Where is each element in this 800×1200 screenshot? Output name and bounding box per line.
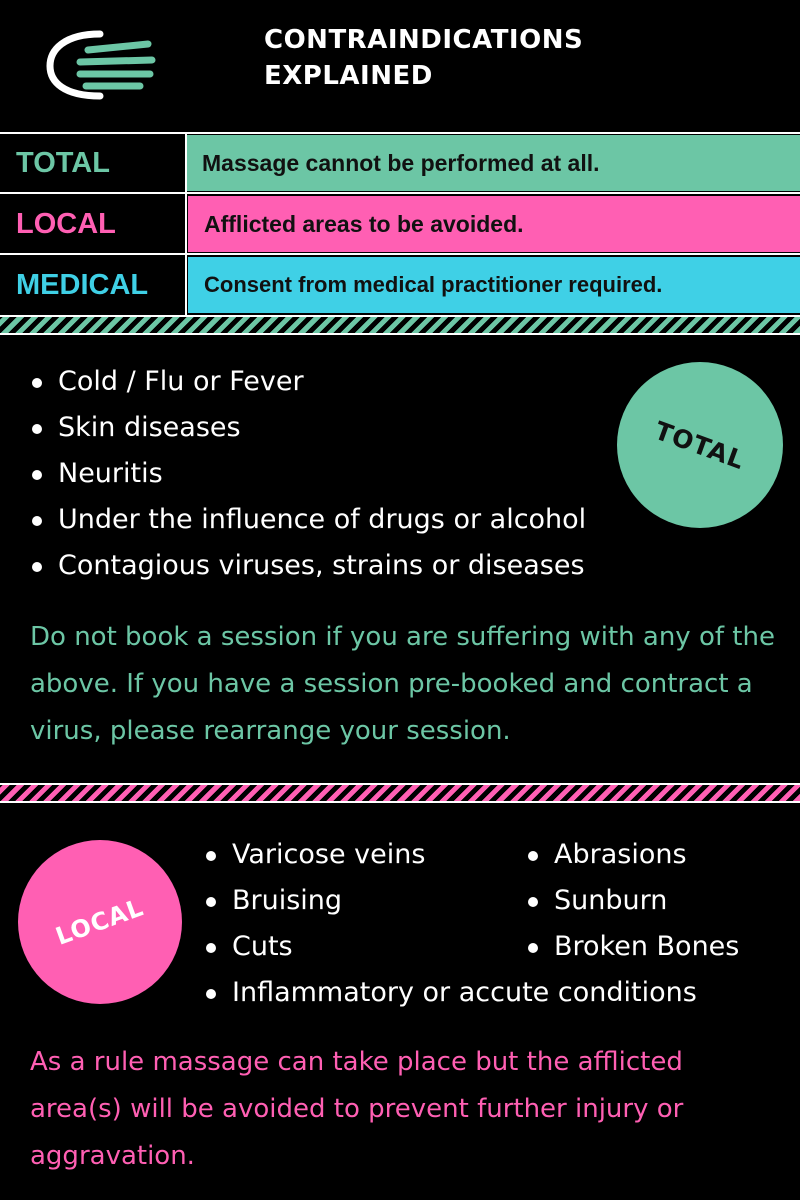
legend-term-total: TOTAL — [16, 147, 110, 179]
list-item: Inflammatory or accute conditions — [204, 970, 697, 1016]
legend-desc-local: Afflicted areas to be avoided. — [188, 196, 800, 252]
total-badge-label: TOTAL — [651, 415, 749, 475]
list-item: Cold / Flu or Fever — [30, 359, 586, 405]
list-item: Contagious viruses, strains or diseases — [30, 543, 586, 589]
title-line-2: EXPLAINED — [264, 61, 433, 91]
local-note: As a rule massage can take place but the afflicted area(s) will be avoided to prevent further injury or aggravation. — [30, 1047, 684, 1171]
list-item: Abrasions — [526, 832, 739, 878]
list-item: Bruising — [204, 878, 697, 924]
local-badge-label: LOCAL — [52, 893, 148, 951]
list-item: Broken Bones — [526, 924, 739, 970]
legend-vertical-divider — [185, 132, 187, 315]
legend-row-total — [0, 135, 800, 191]
list-item: Varicose veins — [204, 832, 697, 878]
legend-row-local — [0, 196, 800, 252]
divider — [0, 132, 800, 134]
legend-term-local: LOCAL — [16, 208, 116, 240]
list-item: Sunburn — [526, 878, 739, 924]
header — [0, 0, 800, 130]
legend-desc-total: Massage cannot be performed at all. — [186, 135, 800, 191]
local-list-col2 — [526, 832, 739, 970]
local-badge — [18, 840, 182, 1004]
stripe-divider-total — [0, 315, 800, 335]
legend-term-medical: MEDICAL — [16, 269, 149, 301]
total-badge — [617, 362, 783, 528]
stripe-divider-local — [0, 783, 800, 803]
total-note: Do not book a session if you are suffering with any of the above. If you have a session pre-booked and contract a virus, please rearrange your session. — [30, 622, 775, 746]
divider — [0, 253, 800, 255]
total-list — [30, 359, 586, 589]
list-item: Neuritis — [30, 451, 586, 497]
list-item: Cuts — [204, 924, 697, 970]
page-title — [264, 22, 583, 94]
list-item: Skin diseases — [30, 405, 586, 451]
divider — [0, 192, 800, 194]
legend-row-medical — [0, 257, 800, 313]
list-item: Under the influence of drugs or alcohol — [30, 497, 586, 543]
legend-desc-medical: Consent from medical practitioner required. — [188, 257, 800, 313]
title-line-1: CONTRAINDICATIONS — [264, 25, 584, 55]
hand-swoosh-logo-icon — [40, 20, 160, 110]
